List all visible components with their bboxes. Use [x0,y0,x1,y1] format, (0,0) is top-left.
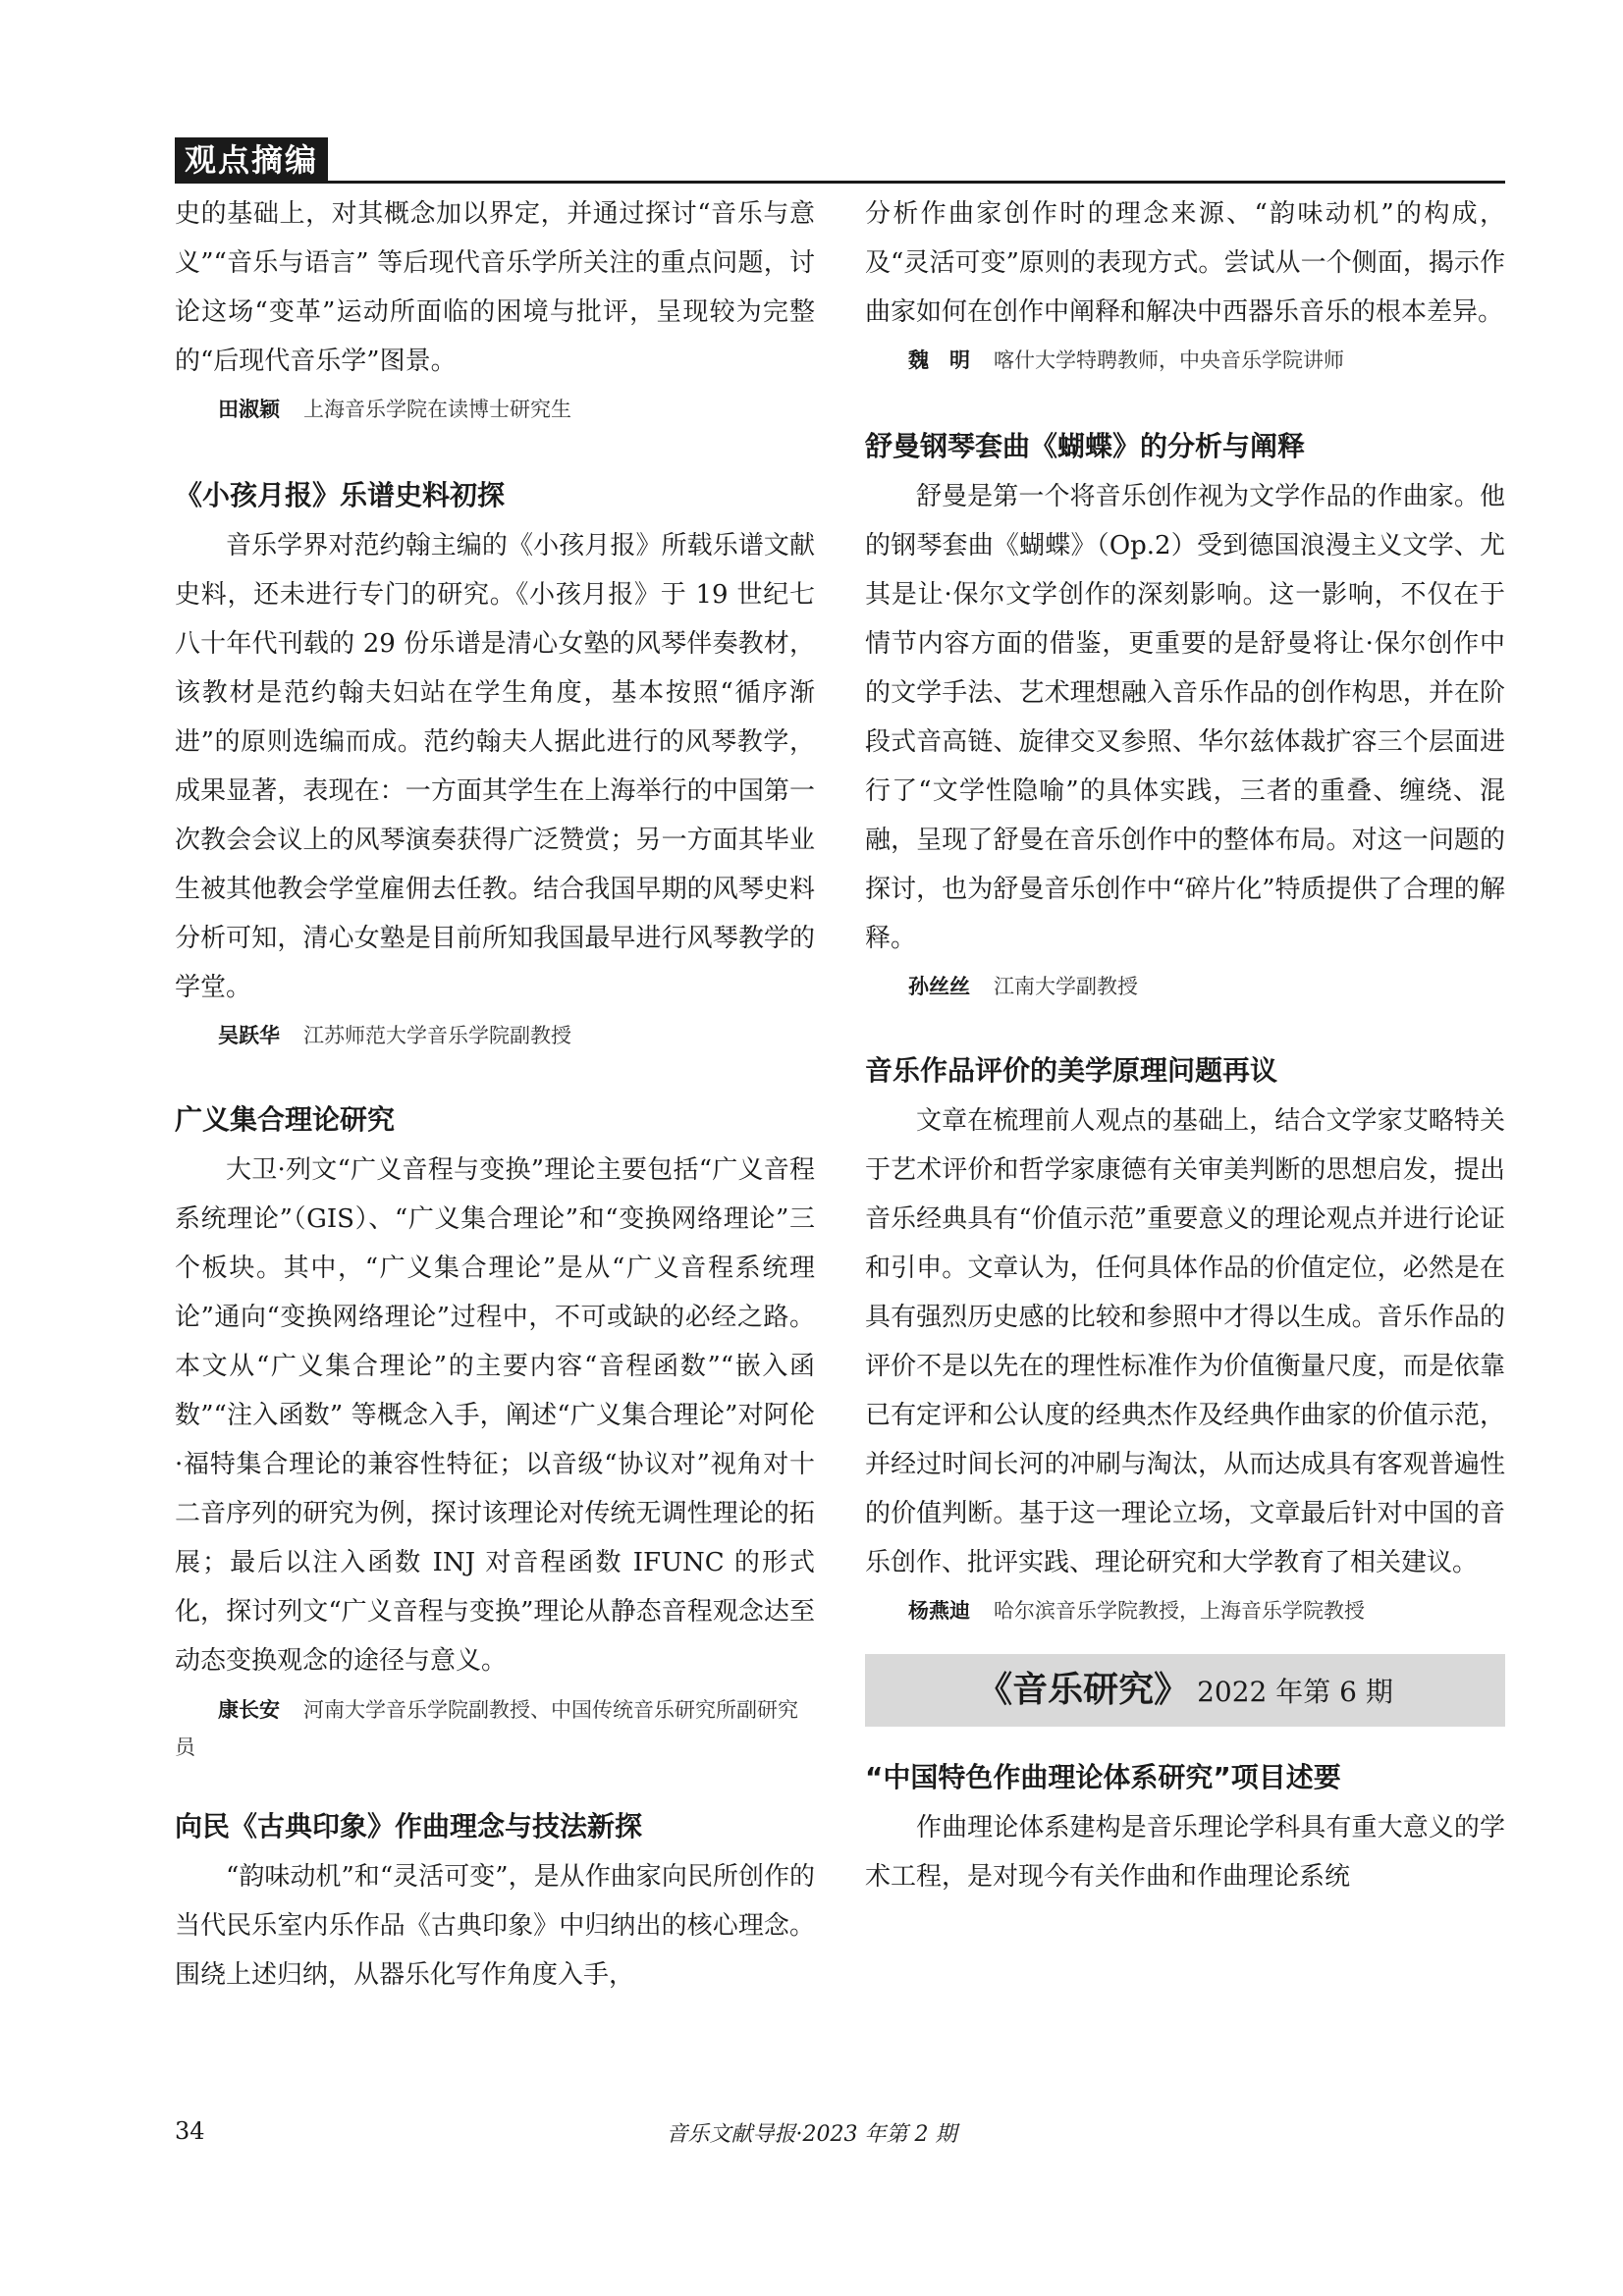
banner-journal-name: 《音乐研究》 [977,1670,1190,1710]
author-name: 康长安 [218,1698,280,1722]
page-number: 34 [175,2117,205,2145]
article [175,474,815,1053]
author-name: 魏 明 [908,348,970,372]
author-affiliation: 喀什大学特聘教师，中央音乐学院讲师 [994,348,1344,372]
right-column [865,189,1505,1901]
section-label: 观点摘编 [175,137,328,183]
left-column [175,189,815,2000]
article-title: 《小孩月报》乐谱史料初探 [175,479,506,511]
article-body: “韵味动机”和“灵活可变”，是从作曲家向民所创作的当代民乐室内乐作品《古典印象》中归纳出的核心理念。围绕上述归纳，从器乐化写作角度入手， [175,1862,815,1990]
carryover-text: 分析作曲家创作时的理念来源、“韵味动机”的构成，及“灵活可变”原则的表现方式。尝试从一个侧面，揭示作曲家如何在创作中阐释和解决中西器乐音乐的根本差异。 [865,199,1505,327]
author-affiliation: 江南大学副教授 [994,975,1138,998]
carryover-text: 史的基础上，对其概念加以界定，并通过探讨“音乐与意义”“音乐与语言” 等后现代音乐学所关注的重点问题，讨论这场“变革”运动所面临的困境与批评，呈现较为完整的“后现代音乐学”图景。 [175,199,815,376]
article-title: 广义集合理论研究 [175,1103,396,1136]
author-name: 杨燕迪 [908,1599,970,1623]
banner-issue: 2022 年第 6 期 [1197,1676,1393,1708]
article-body: 作曲理论体系建构是音乐理论学科具有重大意义的学术工程，是对现今有关作曲和作曲理论系统 [865,1813,1505,1892]
article-author [175,1018,815,1053]
author-affiliation: 河南大学音乐学院副教授、中国传统音乐研究所副研究员 [175,1698,798,1759]
article-author [865,1593,1505,1629]
article [865,1756,1505,1901]
carryover-author [865,343,1505,378]
article-body: 大卫·列文“广义音程与变换”理论主要包括“广义音程系统理论”（GIS）、“广义集合理论”和“变换网络理论”三个板块。其中，“广义集合理论”是从“广义音程系统理论”通向“变换网络理论”过程中，不可或缺的必经之路。本文从“广义集合理论”的主要内容“音程函数”“嵌入函数”“注入函数” 等概念入手，阐述“广义集合理论”对阿伦·福特集合理论的兼容性特征；以音级“协议对”视角对十二音序列的研究为例，探讨该理论对传统无调性理论的拓展；最后以注入函数 INJ 对音程函数 IFUNC 的形式化，探讨列文“广义音程与变换”理论从静态音程观念达至动态变换观念的途径与意义。 [175,1155,815,1676]
article-body: 文章在梳理前人观点的基础上，结合文学家艾略特关于艺术评价和哲学家康德有关审美判断的思想启发，提出音乐经典具有“价值示范”重要意义的理论观点并进行论证和引申。文章认为，任何具体作品的价值定位，必然是在具有强烈历史感的比较和参照中才得以生成。音乐作品的评价不是以先在的理性标准作为价值衡量尺度，而是依靠已有定评和公认度的经典杰作及经典作曲家的价值示范，并经过时间长河的冲刷与淘汰，从而达成具有客观普遍性的价值判断。基于这一理论立场，文章最后针对中国的音乐创作、批评实践、理论研究和大学教育了相关建议。 [865,1106,1505,1577]
article-title: 向民《古典印象》作曲理念与技法新探 [175,1810,643,1842]
article-body: 舒曼是第一个将音乐创作视为文学作品的作曲家。他的钢琴套曲《蝴蝶》（Op.2）受到德国浪漫主义文学、尤其是让·保尔文学创作的深刻影响。这一影响，不仅在于情节内容方面的借鉴，更重要的是舒曼将让·保尔创作中的文学手法、艺术理想融入音乐作品的创作构思，并在阶段式音高链、旋律交叉参照、华尔兹体裁扩容三个层面进行了“文学性隐喻”的具体实践，三者的重叠、缠绕、混融，呈现了舒曼在音乐创作中的整体布局。对这一问题的探讨，也为舒曼音乐创作中“碎片化”特质提供了合理的解释。 [865,482,1505,953]
article [175,1805,815,2000]
author-affiliation: 上海音乐学院在读博士研究生 [303,398,571,421]
article-author [175,1691,815,1766]
author-affiliation: 哈尔滨音乐学院教授，上海音乐学院教授 [994,1599,1365,1623]
article [175,1098,815,1766]
issue-banner [865,1654,1505,1727]
footer-journal-title: 音乐文献导报·2023 年第 2 期 [666,2122,957,2147]
article-title: 舒曼钢琴套曲《蝴蝶》的分析与阐释 [865,430,1306,462]
carryover-author [175,392,815,427]
article-title: 音乐作品评价的美学原理问题再议 [865,1054,1278,1087]
author-name: 孙丝丝 [908,975,970,998]
author-affiliation: 江苏师范大学音乐学院副教授 [303,1024,571,1047]
article [865,425,1505,1004]
header-rule [175,181,1505,184]
article-body: 音乐学界对范约翰主编的《小孩月报》所载乐谱文献史料，还未进行专门的研究。《小孩月报》于 19 世纪七八十年代刊载的 29 份乐谱是清心女塾的风琴伴奏教材，该教材是范约翰夫妇站在学生角度，基本按照“循序渐进”的原则选编而成。范约翰夫人据此进行的风琴教学，成果显著，表现在：一方面其学生在上海举行的中国第一次教会会议上的风琴演奏获得广泛赞赏；另一方面其毕业生被其他教会学堂雇佣去任教。结合我国早期的风琴史料分析可知，清心女塾是目前所知我国最早进行风琴教学的学堂。 [175,531,815,1002]
article [865,1049,1505,1629]
article-title: “中国特色作曲理论体系研究”项目述要 [865,1761,1341,1793]
author-name: 吴跃华 [218,1024,280,1047]
article-author [865,969,1505,1004]
author-name: 田淑颖 [218,398,280,421]
